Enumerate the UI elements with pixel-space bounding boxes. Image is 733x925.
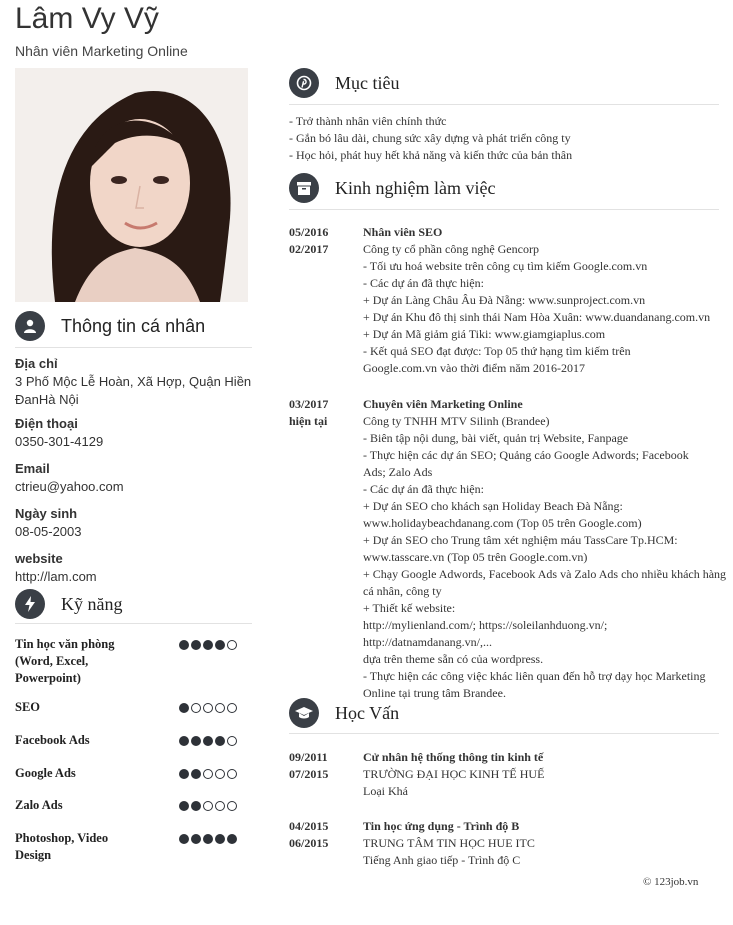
date-to: 02/2017: [289, 242, 329, 256]
personal-info-title: Thông tin cá nhân: [61, 315, 206, 336]
experience-header: [289, 173, 495, 203]
email-value: ctrieu@yahoo.com: [15, 479, 124, 494]
skill-name-line: Photoshop, Video: [15, 831, 109, 845]
skill-rating: [179, 801, 237, 811]
position-title: Nhân viên SEO: [363, 225, 443, 239]
website-label: website: [15, 551, 63, 566]
rating-dot-filled: [215, 640, 225, 650]
rating-dot-filled: [179, 834, 189, 844]
experience-line: Google.com.vn vào thời điểm năm 2016-2017: [363, 361, 585, 375]
divider: [289, 209, 719, 210]
skill-name-line: Google Ads: [15, 766, 76, 780]
address-label: Địa chỉ: [15, 356, 58, 371]
education-line: Loại Khá: [363, 784, 408, 798]
rating-dot-filled: [203, 640, 213, 650]
rating-dot-empty: [203, 769, 213, 779]
date-from: 09/2011: [289, 750, 328, 764]
skill-item: [15, 797, 255, 814]
email-label: Email: [15, 461, 50, 476]
skill-item: [15, 699, 255, 716]
experience-line: dựa trên theme sẵn có của wordpress.: [363, 652, 544, 666]
rating-dot-empty: [227, 769, 237, 779]
skill-item: [15, 765, 255, 782]
skill-item: [15, 636, 255, 687]
divider: [15, 347, 252, 348]
job-title: Nhân viên Marketing Online: [15, 43, 188, 59]
experience-line: http://mylienland.com/; https://soleilanhduong.vn/; http://datnamdanang.vn/,...: [363, 618, 608, 649]
candidate-name: Lâm Vy Vỹ: [15, 2, 159, 35]
lightning-icon: [15, 589, 45, 619]
rating-dot-filled: [227, 834, 237, 844]
rating-dot-filled: [191, 640, 201, 650]
address-line-1: 3 Phố Mộc Lễ Hoàn, Xã Hợp, Quận Hiền: [15, 374, 252, 389]
skill-name-line: Design: [15, 848, 52, 862]
experience-line: - Kết quả SEO đạt được: Top 05 thứ hạng tìm kiếm trên: [363, 344, 631, 358]
divider: [289, 733, 719, 734]
rating-dot-empty: [227, 640, 237, 650]
skill-name-line: Powerpoint): [15, 671, 81, 685]
rating-dot-empty: [203, 703, 213, 713]
birthday-label: Ngày sinh: [15, 506, 78, 521]
education-title: Học Vấn: [335, 702, 400, 723]
rating-dot-filled: [215, 834, 225, 844]
experience-line: www.tasscare.vn (Top 05 trên Google.com.vn): [363, 550, 588, 564]
objective-list: [289, 113, 572, 164]
rating-dot-filled: [191, 736, 201, 746]
education-line: Tiếng Anh giao tiếp - Trình độ C: [363, 853, 521, 867]
phone-value: 0350-301-4129: [15, 434, 104, 449]
skills-header: [15, 589, 123, 619]
website-value: http://lam.com: [15, 569, 97, 584]
skill-name-line: Zalo Ads: [15, 798, 63, 812]
skill-rating: [179, 834, 237, 844]
objective-title: Mục tiêu: [335, 72, 400, 93]
address-line-2: ĐanHà Nội: [15, 392, 79, 407]
skill-rating: [179, 640, 237, 650]
experience-line: - Các dự án đã thực hiện:: [363, 276, 484, 290]
rating-dot-filled: [179, 736, 189, 746]
skill-rating: [179, 703, 237, 713]
birthday-value: 08-05-2003: [15, 524, 82, 539]
experience-line: - Thực hiện các công việc khác liên quan đến hỗ trợ dạy học Marketing: [363, 669, 706, 683]
user-icon: [15, 311, 45, 341]
experience-title: Kinh nghiệm làm việc: [335, 177, 496, 198]
rating-dot-filled: [179, 801, 189, 811]
skill-item: [15, 732, 255, 749]
rating-dot-empty: [191, 703, 201, 713]
rating-dot-filled: [203, 736, 213, 746]
experience-line: - Thực hiện các dự án SEO; Quảng cáo Google Adwords; Facebook: [363, 448, 689, 462]
skills-title: Kỹ năng: [61, 593, 123, 614]
rating-dot-filled: [179, 703, 189, 713]
rating-dot-filled: [191, 834, 201, 844]
rating-dot-empty: [227, 736, 237, 746]
rating-dot-empty: [227, 703, 237, 713]
date-from: 03/2017: [289, 397, 329, 411]
position-title: Chuyên viên Marketing Online: [363, 397, 523, 411]
rating-dot-filled: [191, 769, 201, 779]
experience-line: + Dự án SEO cho khách sạn Holiday Beach Đà Nẵng:: [363, 499, 623, 513]
skill-name-line: Tin học văn phòng: [15, 637, 115, 651]
personal-info: [15, 355, 255, 595]
footer-credit: © 123job.vn: [643, 876, 699, 888]
experience-line: + Dự án Làng Châu Âu Đà Nẵng: www.sunproject.com.vn: [363, 293, 646, 307]
rating-dot-empty: [215, 703, 225, 713]
education-header: [289, 698, 399, 728]
experience-line: Công ty TNHH MTV Silinh (Brandee): [363, 414, 550, 428]
experience-line: + Chạy Google Adwords, Facebook Ads và Zalo Ads cho nhiều khách hàng: [363, 567, 727, 581]
degree-title: Tin học ứng dụng - Trình độ B: [363, 819, 520, 833]
experience-line: - Biên tập nội dung, bài viết, quản trị Website, Fanpage: [363, 431, 629, 445]
rating-dot-empty: [215, 801, 225, 811]
experience-line: + Dự án SEO cho Trung tâm xét nghiệm máu TassCare Tp.HCM:: [363, 533, 678, 547]
date-from: 05/2016: [289, 225, 329, 239]
archive-icon: [289, 173, 319, 203]
degree-title: Cử nhân hệ thống thông tin kinh tế: [363, 750, 544, 764]
skill-rating: [179, 736, 237, 746]
education-line: TRUNG TÂM TIN HỌC HUE ITC: [363, 836, 535, 850]
experience-line: - Các dự án đã thực hiện:: [363, 482, 484, 496]
date-to: hiện tại: [289, 414, 328, 428]
experience-line: + Dự án Khu đô thị sinh thái Nam Hòa Xuân: www.duandanang.com.vn: [363, 310, 711, 324]
objective-item: - Gắn bó lâu dài, chung sức xây dựng và phát triển công ty: [289, 131, 571, 145]
experience-line: Ads; Zalo Ads: [363, 465, 433, 479]
skill-item: [15, 830, 255, 864]
rating-dot-filled: [179, 769, 189, 779]
rating-dot-empty: [203, 801, 213, 811]
rating-dot-filled: [215, 736, 225, 746]
experience-line: cá nhân, công ty: [363, 584, 442, 598]
pinterest-icon: [289, 68, 319, 98]
skill-name-line: SEO: [15, 700, 41, 714]
skill-rating: [179, 769, 237, 779]
divider: [15, 623, 252, 624]
phone-label: Điện thoại: [15, 416, 78, 431]
objective-item: - Trở thành nhân viên chính thức: [289, 114, 447, 128]
profile-photo: [15, 68, 248, 302]
rating-dot-empty: [227, 801, 237, 811]
experience-line: www.holidaybeachdanang.com (Top 05 trên Google.com): [363, 516, 642, 530]
rating-dot-empty: [215, 769, 225, 779]
rating-dot-filled: [179, 640, 189, 650]
objective-item: - Học hỏi, phát huy hết khả năng và kiến thức của bản thân: [289, 148, 573, 162]
education-line: TRƯỜNG ĐẠI HỌC KINH TẾ HUẾ: [363, 767, 545, 781]
personal-info-header: [15, 311, 205, 341]
experience-line: Công ty cổ phần công nghệ Gencorp: [363, 242, 539, 256]
graduation-cap-icon: [289, 698, 319, 728]
date-to: 07/2015: [289, 767, 329, 781]
experience-line: + Thiết kế website:: [363, 601, 456, 615]
divider: [289, 104, 719, 105]
date-to: 06/2015: [289, 836, 329, 850]
objective-header: [289, 68, 400, 98]
experience-line: - Tối ưu hoá website trên công cụ tìm kiếm Google.com.vn: [363, 259, 648, 273]
skill-name-line: Facebook Ads: [15, 733, 90, 747]
skill-name-line: (Word, Excel,: [15, 654, 89, 668]
rating-dot-filled: [191, 801, 201, 811]
experience-line: Online tại trung tâm Brandee.: [363, 686, 506, 700]
rating-dot-filled: [203, 834, 213, 844]
date-from: 04/2015: [289, 819, 329, 833]
experience-line: + Dự án Mã giảm giá Tiki: www.giamgiaplus.com: [363, 327, 606, 341]
